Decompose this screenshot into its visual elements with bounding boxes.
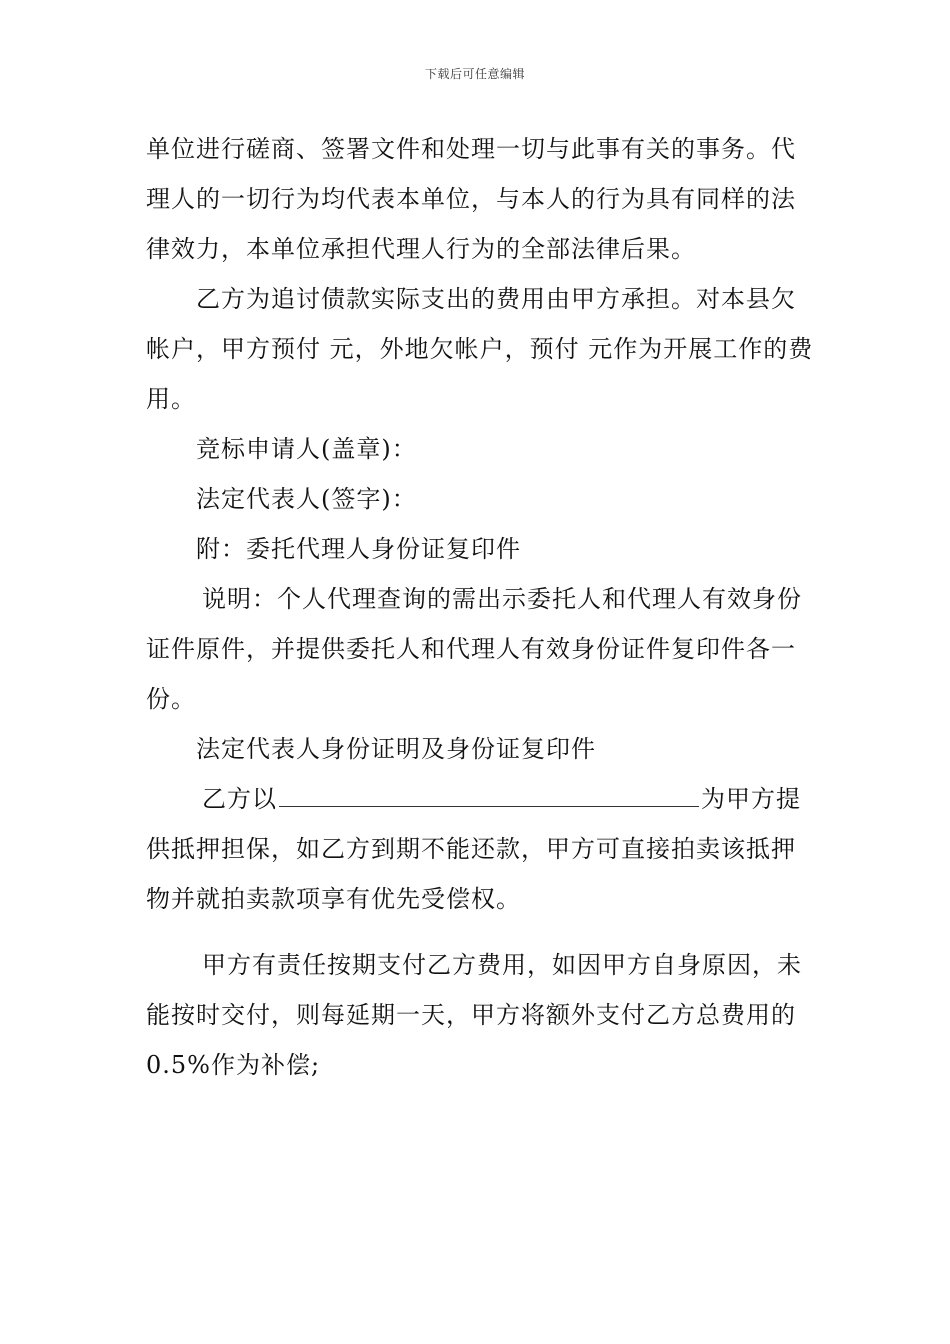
- attachment-line: 附：委托代理人身份证复印件: [196, 535, 521, 563]
- bidder-seal-line: 竞标申请人(盖章)：: [196, 435, 417, 463]
- collateral-prefix: 乙方以: [202, 785, 277, 813]
- collateral-suffix: 为甲方提供抵押担保，如乙方到期不能还款，甲方可直接拍卖该抵押物并就拍卖款项享有优先受偿权。: [146, 785, 801, 913]
- legal-rep-signature-line: 法定代表人(签字)：: [196, 485, 417, 513]
- document-body: [146, 124, 816, 1090]
- paragraph-collateral: [146, 774, 816, 924]
- collateral-blank-field[interactable]: [279, 778, 699, 807]
- paragraph-payment: 甲方有责任按期支付乙方费用，如因甲方自身原因，未能按时交付，则每延期一天，甲方将额外支付乙方总费用的0.5%作为补偿;: [146, 951, 802, 1079]
- legal-rep-id-line: 法定代表人身份证明及身份证复印件: [196, 735, 596, 763]
- paragraph-authority: 单位进行磋商、签署文件和处理一切与此事有关的事务。代理人的一切行为均代表本单位，与本人的行为具有同样的法律效力，本单位承担代理人行为的全部法律后果。: [146, 135, 796, 263]
- paragraph-explanation: 说明：个人代理查询的需出示委托人和代理人有效身份证件原件，并提供委托人和代理人有效身份证件复印件各一份。: [146, 585, 802, 713]
- page-header: 下载后可任意编辑: [424, 67, 525, 81]
- paragraph-expenses: 乙方为追讨债款实际支出的费用由甲方承担。对本县欠帐户，甲方预付 元，外地欠帐户，预付 元作为开展工作的费用。: [146, 285, 814, 413]
